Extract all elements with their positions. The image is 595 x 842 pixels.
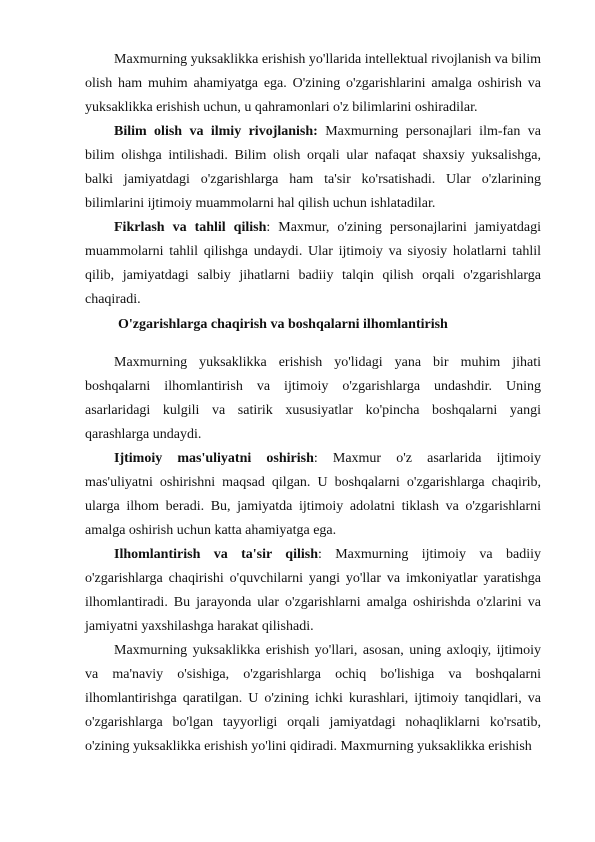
paragraph-text: : Maxmur o'z asarlarida ijtimoiy mas'uliyatni oshirishni maqsad qilgan. U boshqalarni o'zgarishlarga chaqirib, ularga ilhom beradi. Bu, jamiyatda ijtimoiy adolatni tiklash va o'zgarishlarni amalga oshirish uchun katta ahamiyatga ega. xyxy=(85,451,541,538)
paragraph-lead: Fikrlash va tahlil qilish xyxy=(114,220,267,235)
paragraph-inspire-intro xyxy=(85,351,541,447)
paragraph-knowledge xyxy=(85,120,541,216)
document-page xyxy=(85,48,541,759)
paragraph-conclusion xyxy=(85,639,541,759)
section-heading: O'zgarishlarga chaqirish va boshqalarni ilhomlantirish xyxy=(118,317,448,332)
paragraph-lead: Ijtimoiy mas'uliyatni oshirish xyxy=(114,451,314,466)
paragraph-inspiration xyxy=(85,543,541,639)
paragraph-text: : Maxmur, o'zining personajlarini jamiyatdagi muammolarni tahlil qilishga undaydi. Ular ijtimoiy va siyosiy holatlarni tahlil qilib, jamiyatdagi salbiy jihatlarni badiiy talqin qilish orqali o'zgarishlarga chaqiradi. xyxy=(85,220,541,307)
paragraph-lead: Bilim olish va ilmiy rivojlanish: xyxy=(114,124,318,139)
paragraph-text: Maxmurning yuksaklikka erishish yo'lidagi yana bir muhim jihati boshqalarni ilhomlantirish va ijtimoiy o'zgarishlarga undashdir. Uning asarlaridagi kulgili va satirik xususiyatlar ko'pincha boshqalarni yangi qarashlarga undaydi. xyxy=(85,355,541,442)
paragraph-text: Maxmurning yuksaklikka erishish yo'llarida intellektual rivojlanish va bilim olish ham muhim ahamiyatga ega. O'zining o'zgarishlarini amalga oshirish va yuksaklikka erishish uchun, u qahramonlari o'z bilimlarini oshiradilar. xyxy=(85,52,541,115)
paragraph-analysis xyxy=(85,216,541,312)
paragraph-responsibility xyxy=(85,447,541,543)
paragraph-text: : Maxmurning ijtimoiy va badiiy o'zgarishlarga chaqirishi o'quvchilarni yangi yo'llar va imkoniyatlar yaratishga ilhomlantiradi. Bu jarayonda ular o'zgarishlarni amalga oshirishda o'zlarini va jamiyatni yaxshilashga harakat qilishadi. xyxy=(85,547,541,634)
paragraph-text: Maxmurning personajlari ilm-fan va bilim olishga intilishadi. Bilim olish orqali ular nafaqat shaxsiy yuksalishga, balki jamiyatdagi o'zgarishlarga ham ta'sir ko'rsatishadi. Ular o'zlarining bilimlarini ijtimoiy muammolarni hal qilish uchun ishlatadilar. xyxy=(85,124,541,211)
paragraph-text: Maxmurning yuksaklikka erishish yo'llari, asosan, uning axloqiy, ijtimoiy va ma'naviy o'sishiga, o'zgarishlarga ochiq bo'lishiga va boshqalarni ilhomlantirishga qaratilgan. U o'zining ichki kurashlari, ijtimoiy tanqidlari, va o'zgarishlarga bo'lgan tayyorligi orqali jamiyatdagi nohaqliklarni ko'rsatib, o'zining yuksaklikka erishish yo'lini qidiradi. Maxmurning yuksaklikka erishish xyxy=(85,643,541,754)
paragraph-lead: Ilhomlantirish va ta'sir qilish xyxy=(114,547,318,562)
paragraph-intro xyxy=(85,48,541,120)
